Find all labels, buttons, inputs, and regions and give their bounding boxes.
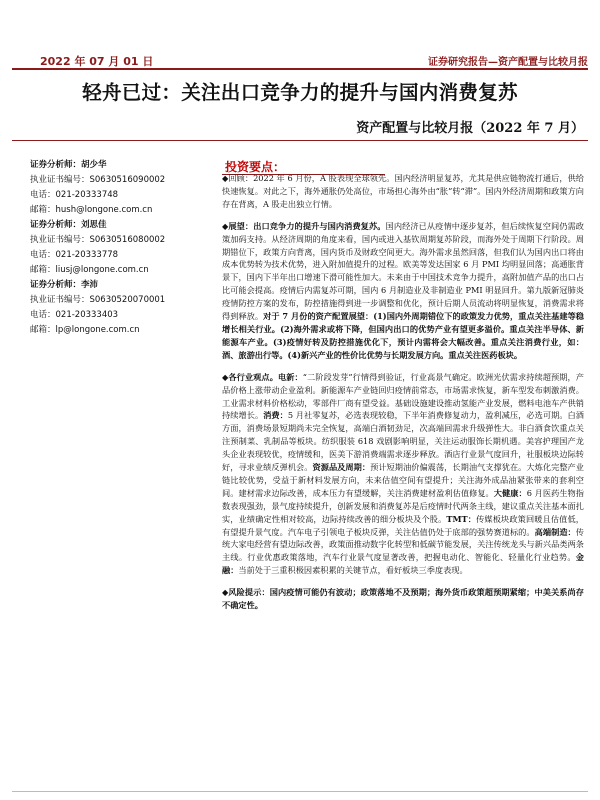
analyst-email[interactable]: 邮箱：hush@longone.com.cn xyxy=(30,205,153,215)
sector-label: 高端制造： xyxy=(534,526,576,537)
analyst-email[interactable]: 邮箱：liusj@longone.com.cn xyxy=(30,265,149,275)
sector-label: 电新： xyxy=(277,371,303,382)
analyst-block xyxy=(30,218,210,278)
sector-text: 传媒板块政策回暖且估值低，有望提升景气度。汽车电子引领电子板块反弹，关注估值仍处于底部的强势赛道标的。 xyxy=(222,513,584,537)
industry-paragraph xyxy=(222,371,584,578)
sector-label: 资源品及周期： xyxy=(312,462,371,473)
allocation-outlook: 对于 7 月份的资产配置展望：(1)国内外周期错位下的政策发力优势，重点关注基建等稳增长相关行业。(2)海外需求或将下降，但国内出口的优势产业有望更多溢价。重点关注半导体、新能源车产业。(3)疫情好转及防控措施优化下，预计内需将会大幅改善。重点关注消费行业，如：酒、旅游出行等。(4)新兴产业的性价比优势与长期发展方向。重点关注医药板块。 xyxy=(222,311,584,360)
analyst-phone: 电话：021-20333748 xyxy=(30,190,119,200)
sector-text: 6 月医药生物指数表现强劲，景气度持续提升，创新发展和消费复苏是后疫情时代两条主线，建议重点关注基本面扎实，业绩确定性相对较高，边际持续改善的细分板块及个股。 xyxy=(222,487,584,524)
sector-label: 金融： xyxy=(222,552,584,576)
sector-text: 传统大家电经营有望边际改善，政策面推动数字化转型和低碳节能发展，关注传统龙头与新兴品类两条主线。行业优惠政策落地，汽车行业景气度显著改善，把握电动化、智能化、轻量化行业趋势。 xyxy=(222,526,584,563)
risk-paragraph: ◆风险提示：国内疫情可能仍有波动；政策落地不及预期；海外货币政策超预期紧缩；中美关系尚存不确定性。 xyxy=(222,587,584,611)
analyst-name: 证券分析师：胡少华 xyxy=(30,160,107,170)
footer-rule xyxy=(12,791,588,792)
analyst-sidebar xyxy=(30,158,210,338)
outlook-lead: ◆展望：出口竞争力的提升与国内消费复苏。 xyxy=(222,220,386,231)
sector-label: TMT： xyxy=(446,513,477,524)
analyst-cert: 执业证书编号：S0630520070001 xyxy=(30,295,166,305)
outlook-body: 国内经济已从疫情中逐步复苏，但后续恢复空间仍需政策加码支持。从经济周期的角度来看，国内或进入基钦周期复苏阶段，而海外处于周期下行阶段。周期错位下，政策方向背离，国内货币及财政空间更大。海外需求虽然回落，但我们认为国内出口将由成本优势转为技术优势，进入附加值提升的过程。欧美等发达国家 6 月 PMI 均明显回落；高通胀背景下，国内下半年出口增速下滑可能性加大。未来由于中国技术竞争力提升，高附加值产品的出口占比可能会提高。疫情后内需复苏可期，国内 6 月制造业及非制造业 PMI 明显回升。第九版新冠肺炎疫情防控方案的发布，防控措施得到进一步调整和优化，预计后期人员流动将明显恢复，消费需求将得到释放。 xyxy=(222,220,584,322)
sector-text: 预计短期油价偏震荡，长期油气支撑犹在。大炼化完整产业链比较优势，受益于新材料发展方向，未来估值空间有望提升；关注海外成品油紧张带来的套利空间。建材需求边际改善，成本压力有望缓解，关注消费建材盈利估值修复。 xyxy=(222,462,584,498)
sector-text: 当前处于三重积极因素积累的关键节点，看好板块三季度表现。 xyxy=(238,565,468,576)
analyst-name: 证券分析师：李沛 xyxy=(30,280,99,290)
analyst-block xyxy=(30,278,210,338)
analyst-phone: 电话：021-20333778 xyxy=(30,250,119,260)
sector-label: 大健康： xyxy=(493,487,527,498)
report-date: 2022 年 07 月 01 日 xyxy=(40,55,154,68)
report-title: 轻舟已过：关注出口竞争力的提升与国内消费复苏 xyxy=(82,81,518,104)
key-points-heading: 投资要点： xyxy=(225,160,286,174)
header-rule xyxy=(12,68,588,70)
sector-label: 消费： xyxy=(263,410,288,421)
analyst-name: 证券分析师：刘思佳 xyxy=(30,220,107,230)
sector-text: 5 月社零复苏，必选表现较稳，下半年消费修复动力，盈利减压，必选可期。白酒方面，消费场景短期尚未完全恢复，高端白酒韧劲足，次高端回需求升级弹性大。非白酒食饮重点关注预制菜、乳制品等板块。纺织服装 618 戏剧影响明显，关注运动服饰长期机遇。美容护理国产龙头企业表现较优，疫情缓和，医美下游消费端需求逐步释放。酒店行业景气度回升，社服板块边际转好，寻求业绩反弹机会。 xyxy=(222,410,584,473)
report-subtitle: 资产配置与比较月报（2022 年 7 月） xyxy=(356,121,584,136)
subtitle-rule xyxy=(12,140,588,141)
analyst-cert: 执业证书编号：S0630516090002 xyxy=(30,175,166,185)
analyst-cert: 执业证书编号：S0630516080002 xyxy=(30,235,166,245)
analyst-phone: 电话：021-20333403 xyxy=(30,310,119,320)
analyst-email[interactable]: 邮箱：lp@longone.com.cn xyxy=(30,325,140,335)
analyst-block xyxy=(30,158,210,218)
review-paragraph: ◆回顾：2022 年 6 月份，A 股表现全球领先。国内经济明显复苏，尤其是供应链物流打通后，供给快速恢复。对此之下，海外通胀仍处高位，市场担心海外由“胀”转“滞”。国内外经济周期和政策方向存在背离，A 股走出独立行情。 xyxy=(222,173,584,209)
industry-lead: ◆各行业观点。 xyxy=(222,371,278,382)
outlook-paragraph xyxy=(222,220,584,362)
sector-text: “二阶段发芽”行情得到验证，行业高景气确定。欧洲光伏需求持续超预期，产品价格上涨带动企业盈利。新能源车产业链回归疫情前常态，市场需求恢复，新车型发布刺激消费。工业需求材料价格松动，零部件厂商有望受益。基础设施建设推动氢能产业发展，燃料电池车产供销持续增长。 xyxy=(222,371,584,421)
report-series: 证券研究报告—资产配置与比较月报 xyxy=(428,57,588,68)
key-points-body xyxy=(222,172,584,621)
